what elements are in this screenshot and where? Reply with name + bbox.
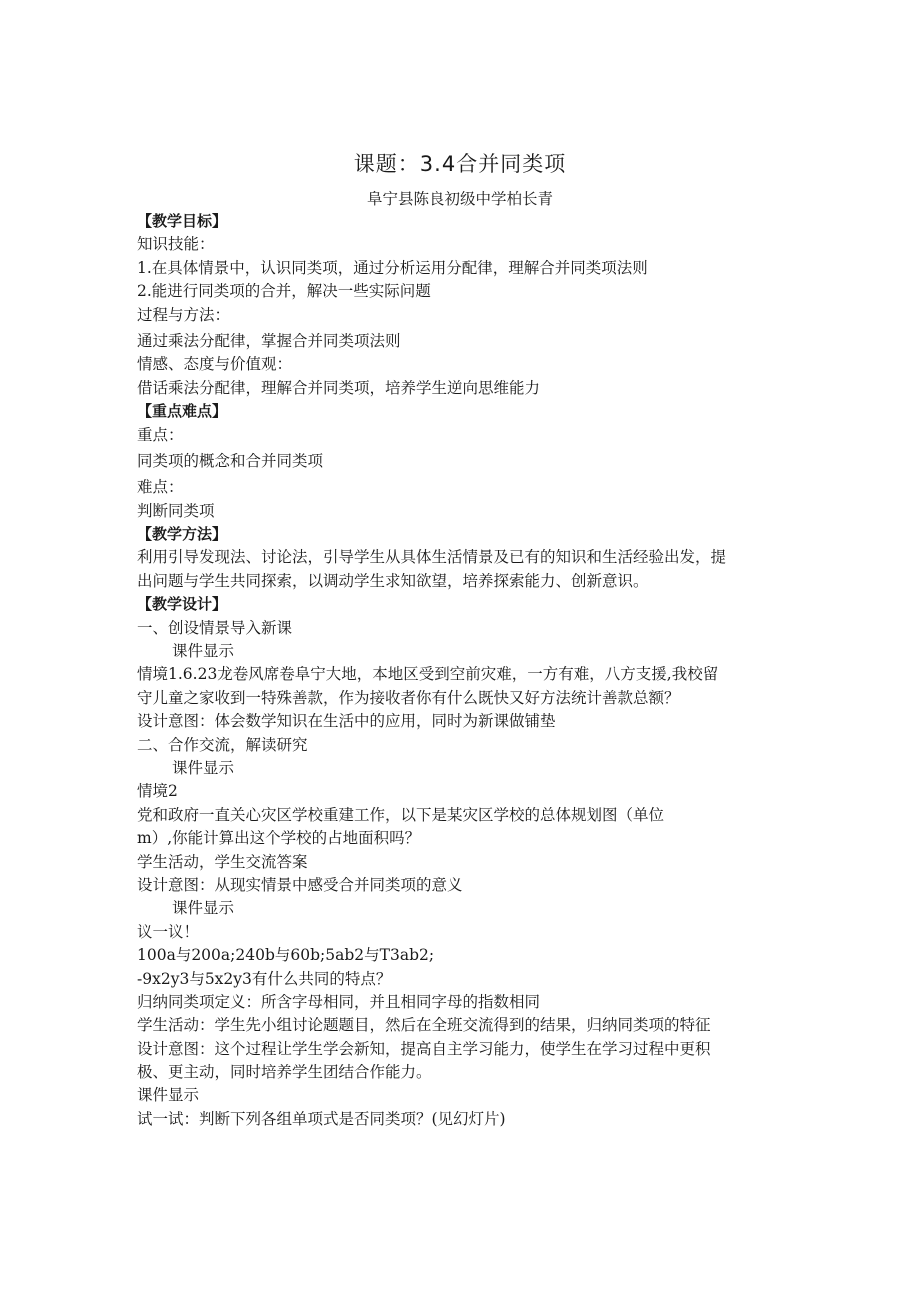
paragraph-line: 二、合作交流，解读研究 [137, 735, 308, 754]
paragraph-line: 情感、态度与价值观： [137, 355, 293, 374]
paragraph-line: 过程与方法： [137, 305, 231, 324]
section-heading: 【教学方法】 [137, 525, 228, 544]
paragraph-line: 情境2 [137, 782, 178, 801]
paragraph-line: 试一试：判断下列各组单项式是否同类项？(见幻灯片) [137, 1109, 506, 1128]
paragraph-line: 重点： [137, 425, 184, 444]
paragraph-line: m）,你能计算出这个学校的占地面积吗？ [137, 829, 421, 848]
paragraph-line: 设计意图：从现实情景中感受合并同类项的意义 [137, 875, 463, 894]
document-body [137, 210, 787, 1131]
section-heading: 【重点难点】 [137, 402, 228, 421]
paragraph-line: 知识技能： [137, 235, 215, 254]
paragraph-line: 学生活动：学生先小组讨论题题目，然后在全班交流得到的结果，归纳同类项的特征 [137, 1016, 711, 1035]
paragraph-line: 学生活动，学生交流答案 [137, 852, 308, 871]
paragraph-line: 议一议！ [137, 922, 200, 941]
paragraph-line: -9x2y3与5x2y3有什么共同的特点？ [137, 969, 392, 988]
paragraph-line: 同类项的概念和合并同类项 [137, 451, 324, 470]
paragraph-line: 1.在具体情景中，认识同类项，通过分析运用分配律，理解合并同类项法则 [137, 258, 648, 277]
paragraph-line: 情境1.6.23龙卷风席卷阜宁大地，本地区受到空前灾难，一方有难，八方支援,我校留 [137, 665, 719, 684]
paragraph-line: 设计意图：体会数学知识在生活中的应用，同时为新课做铺垫 [137, 712, 556, 731]
paragraph-line: 出问题与学生共同探索，以调动学生求知欲望，培养探索能力、创新意识。 [137, 571, 649, 590]
section-heading: 【教学目标】 [137, 212, 228, 230]
paragraph-line: 极、更主动，同时培养学生团结合作能力。 [137, 1063, 432, 1082]
paragraph-line: 一、创设情景导入新课 [137, 618, 293, 637]
paragraph-line: 归纳同类项定义：所含字母相同，并且相同字母的指数相同 [137, 992, 541, 1011]
paragraph-line: 课件显示 [172, 642, 235, 661]
paragraph-line: 利用引导发现法、讨论法，引导学生从具体生活情景及已有的知识和生活经验出发，提 [137, 548, 727, 567]
paragraph-line: 设计意图：这个过程让学生学会新知，提高自主学习能力，使学生在学习过程中更积 [137, 1039, 711, 1058]
paragraph-line: 借话乘法分配律，理解合并同类项，培养学生逆向思维能力 [137, 378, 541, 397]
document-title: 课题：3.4合并同类项 [353, 152, 567, 176]
paragraph-line: 课件显示 [137, 1086, 200, 1105]
document-author: 阜宁县陈良初级中学柏长青 [366, 190, 553, 208]
paragraph-line: 守儿童之家收到一特殊善款，作为接收者你有什么既快又好方法统计善款总额？ [137, 688, 680, 707]
paragraph-line: 课件显示 [172, 758, 235, 777]
paragraph-line: 判断同类项 [137, 501, 215, 520]
paragraph-line: 2.能进行同类项的合并，解决一些实际问题 [137, 282, 431, 301]
paragraph-line: 通过乘法分配律，掌握合并同类项法则 [137, 331, 401, 350]
section-heading: 【教学设计】 [137, 595, 228, 614]
paragraph-line: 课件显示 [172, 899, 235, 918]
paragraph-line: 难点： [137, 478, 184, 497]
paragraph-line: 100a与200a;240b与60b;5ab2与T3ab2; [137, 946, 435, 965]
paragraph-line: 党和政府一直关心灾区学校重建工作，以下是某灾区学校的总体规划图（单位 [137, 805, 665, 824]
